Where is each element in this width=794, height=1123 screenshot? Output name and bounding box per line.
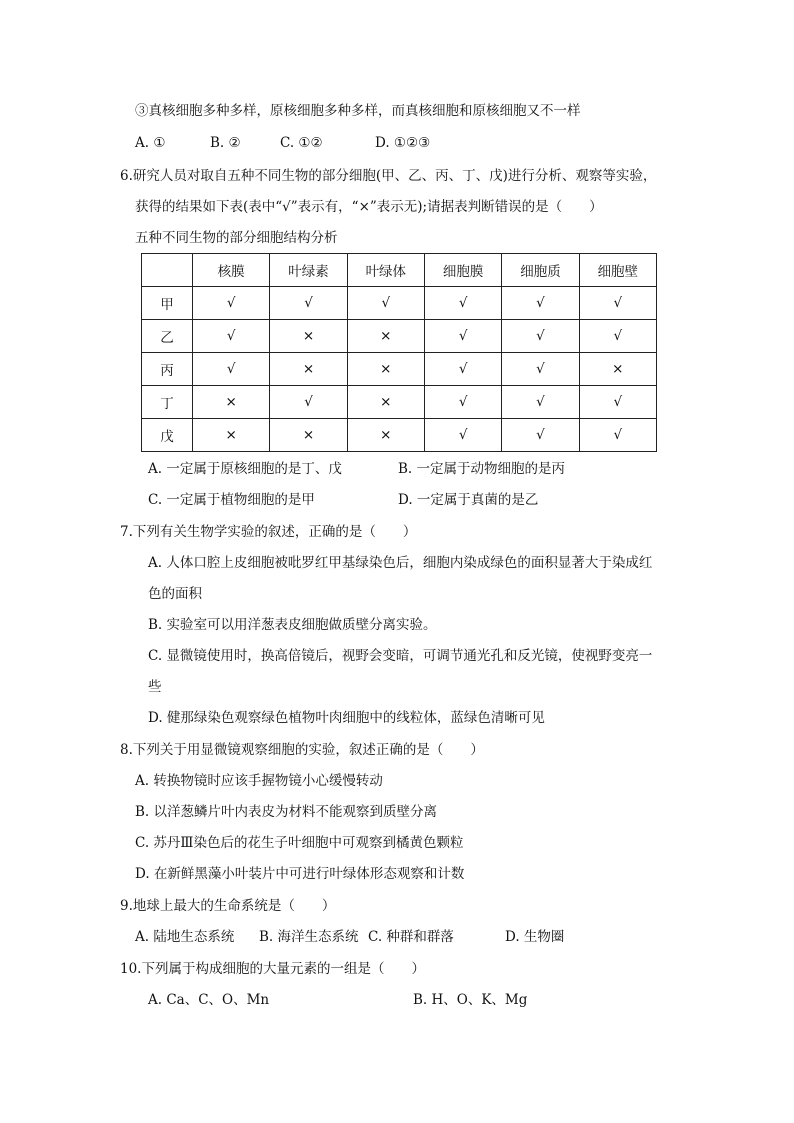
table-cell: √ bbox=[424, 287, 501, 320]
table-cell: √ bbox=[424, 386, 501, 419]
table-cell: √ bbox=[424, 353, 501, 386]
q6-option-d: D. 一定属于真菌的是乙 bbox=[398, 492, 539, 508]
table-cell: × bbox=[347, 419, 424, 452]
table-cell: √ bbox=[424, 419, 501, 452]
q5-statement-3: ③真核细胞多种多样，原核细胞多种多样，而真核细胞和原核细胞又不一样 bbox=[135, 103, 581, 119]
table-cell: × bbox=[270, 320, 347, 353]
q9-option-a: A. 陆地生态系统 bbox=[135, 929, 235, 945]
table-header-cell-wall: 细胞壁 bbox=[579, 254, 656, 287]
table-cell: × bbox=[347, 353, 424, 386]
q8-option-a: A. 转换物镜时应该手握物镜小心缓慢转动 bbox=[135, 773, 383, 789]
table-cell: √ bbox=[502, 419, 579, 452]
table-header-nuclear-membrane: 核膜 bbox=[193, 254, 270, 287]
q6-option-b: B. 一定属于动物细胞的是丙 bbox=[398, 461, 566, 477]
table-row bbox=[142, 287, 657, 320]
table-row bbox=[142, 353, 657, 386]
table-header-chlorophyll: 叶绿素 bbox=[270, 254, 347, 287]
table-cell: √ bbox=[270, 386, 347, 419]
q7-option-c-line2: 些 bbox=[148, 679, 162, 695]
q10-option-a: A. Ca、C、O、Mn bbox=[148, 992, 270, 1008]
q6-option-a: A. 一定属于原核细胞的是丁、戊 bbox=[148, 461, 342, 477]
q9-option-c: C. 种群和群落 bbox=[368, 929, 454, 945]
table-row-label: 乙 bbox=[142, 320, 193, 353]
table-cell: × bbox=[270, 353, 347, 386]
table-row-label: 戊 bbox=[142, 419, 193, 452]
q8-stem: 8.下列关于用显微镜观察细胞的实验，叙述正确的是（ ） bbox=[120, 742, 484, 758]
table-cell: √ bbox=[579, 287, 656, 320]
q10-option-b: B. H、O、K、Mg bbox=[413, 992, 528, 1008]
q5-option-b: B. ② bbox=[210, 135, 241, 151]
cell-structure-table bbox=[141, 253, 657, 452]
q6-option-c: C. 一定属于植物细胞的是甲 bbox=[148, 492, 315, 508]
table-cell: × bbox=[579, 353, 656, 386]
table-cell: √ bbox=[579, 320, 656, 353]
q5-option-d: D. ①②③ bbox=[375, 135, 431, 151]
q7-option-d: D. 健那绿染色观察绿色植物叶肉细胞中的线粒体，蓝绿色清晰可见 bbox=[148, 710, 545, 726]
table-cell: √ bbox=[579, 419, 656, 452]
q7-option-a-line2: 色的面积 bbox=[148, 586, 202, 602]
q8-option-c: C. 苏丹Ⅲ染色后的花生子叶细胞中可观察到橘黄色颗粒 bbox=[135, 835, 464, 851]
table-cell: √ bbox=[193, 287, 270, 320]
table-row-label: 丙 bbox=[142, 353, 193, 386]
table-cell: √ bbox=[193, 320, 270, 353]
q6-stem-line1: 6.研究人员对取自五种不同生物的部分细胞(甲、乙、丙、丁、戊)进行分析、观察等实验， bbox=[120, 168, 657, 184]
table-cell: √ bbox=[502, 386, 579, 419]
table-cell: √ bbox=[502, 320, 579, 353]
table-header-corner bbox=[142, 254, 193, 287]
q7-option-b: B. 实验室可以用洋葱表皮细胞做质壁分离实验。 bbox=[148, 617, 437, 633]
q9-options bbox=[135, 927, 615, 947]
table-row bbox=[142, 320, 657, 353]
table-cell: √ bbox=[502, 287, 579, 320]
table-row-label: 丁 bbox=[142, 386, 193, 419]
table-cell: × bbox=[270, 419, 347, 452]
table-header-row bbox=[142, 254, 657, 287]
q9-option-d: D. 生物圈 bbox=[505, 929, 565, 945]
q9-stem: 9.地球上最大的生命系统是（ ） bbox=[120, 898, 336, 914]
table-header-chloroplast: 叶绿体 bbox=[347, 254, 424, 287]
table-row bbox=[142, 386, 657, 419]
q8-option-d: D. 在新鲜黑藻小叶装片中可进行叶绿体形态观察和计数 bbox=[135, 866, 465, 882]
table-cell: × bbox=[193, 419, 270, 452]
q5-option-c: C. ①② bbox=[280, 135, 323, 151]
q6-table-caption: 五种不同生物的部分细胞结构分析 bbox=[135, 230, 338, 246]
table-cell: √ bbox=[502, 353, 579, 386]
q6-stem-line2: 获得的结果如下表(表中“√”表示有，“×”表示无);请据表判断错误的是（ ） bbox=[135, 199, 603, 215]
q7-option-c-line1: C. 显微镜使用时，换高倍镜后，视野会变暗，可调节通光孔和反光镜，使视野变亮一 bbox=[148, 648, 653, 664]
table-row bbox=[142, 419, 657, 452]
table-cell: √ bbox=[347, 287, 424, 320]
table-cell: √ bbox=[579, 386, 656, 419]
table-cell: √ bbox=[270, 287, 347, 320]
q7-stem: 7.下列有关生物学实验的叙述，正确的是（ ） bbox=[120, 524, 417, 540]
table-cell: √ bbox=[193, 353, 270, 386]
q8-option-b: B. 以洋葱鳞片叶内表皮为材料不能观察到质壁分离 bbox=[135, 804, 438, 820]
table-cell: × bbox=[347, 320, 424, 353]
q5-option-a: A. ① bbox=[135, 135, 166, 151]
table-cell: × bbox=[347, 386, 424, 419]
q10-stem: 10.下列属于构成细胞的大量元素的一组是（ ） bbox=[120, 961, 425, 977]
table-header-cell-membrane: 细胞膜 bbox=[424, 254, 501, 287]
table-header-cytoplasm: 细胞质 bbox=[502, 254, 579, 287]
table-cell: × bbox=[193, 386, 270, 419]
q7-option-a-line1: A. 人体口腔上皮细胞被吡罗红甲基绿染色后，细胞内染成绿色的面积显著大于染成红 bbox=[148, 555, 653, 571]
q9-option-b: B. 海洋生态系统 bbox=[259, 929, 359, 945]
table-cell: √ bbox=[424, 320, 501, 353]
table-row-label: 甲 bbox=[142, 287, 193, 320]
